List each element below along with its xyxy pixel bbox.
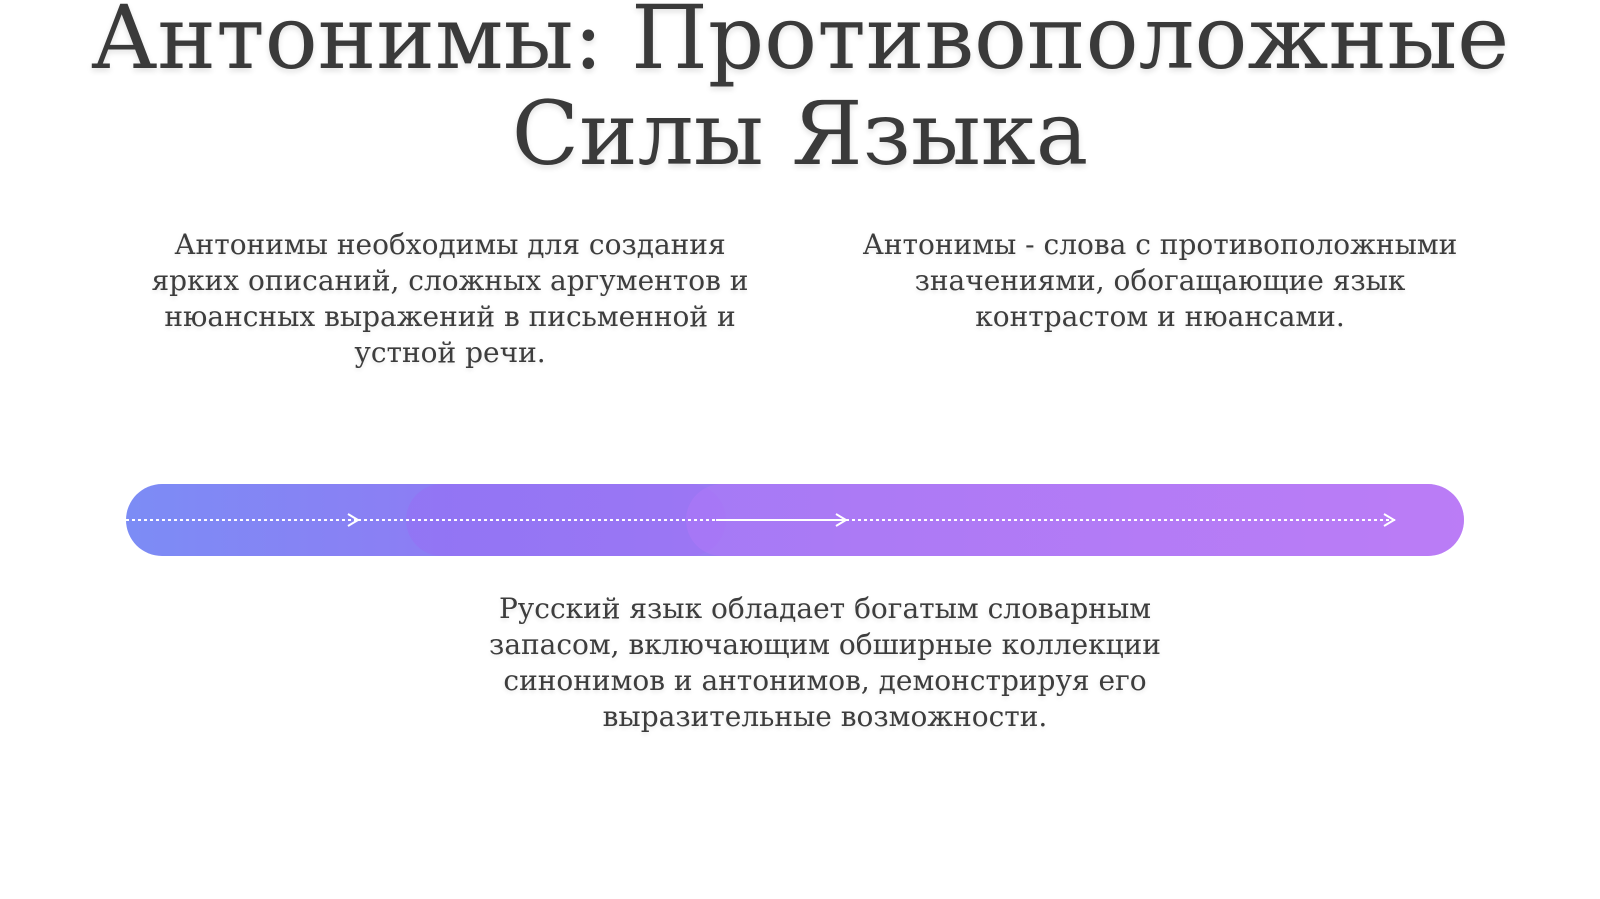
text-block-left: Антонимы необходимы для создания ярких описаний, сложных аргументов и нюансных выражений в письменной и устной речи. — [151, 228, 749, 369]
timeline-bar — [126, 484, 1464, 556]
timeline-arrows — [126, 484, 1464, 556]
text-block-bottom: Русский язык обладает богатым словарным запасом, включающим обширные коллекции синонимов и антонимов, демонстрируя его выразительные возможности. — [489, 592, 1161, 733]
slide-title: Антонимы: Противоположные Силы Языка — [90, 0, 1510, 185]
text-block-right: Антонимы - слова с противоположными значениями, обогащающие язык контрастом и нюансами. — [862, 228, 1458, 333]
